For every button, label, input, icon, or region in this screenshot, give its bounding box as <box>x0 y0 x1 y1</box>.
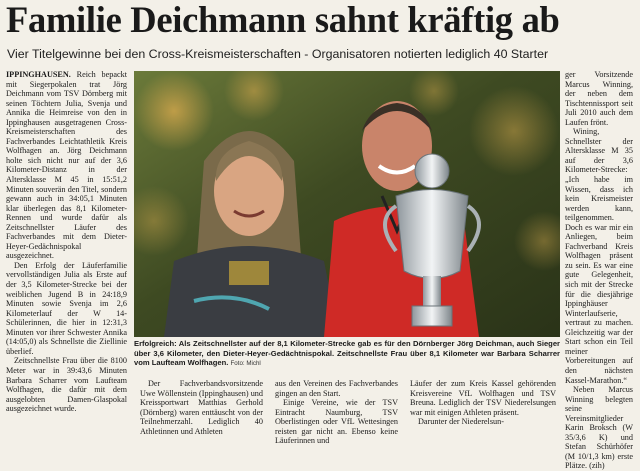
paragraph: Einige Vereine, wie der TSV Eintracht Naumburg, TSV Oberlistingen oder VfL Wettesingen reisten gar nicht an. Ebenso keine Läuferinnen und <box>275 398 398 446</box>
photo-caption <box>134 339 560 369</box>
paragraph: Der Fachverbandsvorsitzende Uwe Wöllenstein (Ippinghausen) und Kreissportwart Matthias Gerhold (Dörnberg) waren enttäuscht von der Teilnehmerzahl. Lediglich 40 Athletinnen und Athleten <box>140 379 263 436</box>
paragraph: ger Vorsitzende Marcus Winning, der neben dem Tischtennissport seit Juli 2010 auch dem Laufen frönt. <box>565 70 633 127</box>
paragraph: Zeitschnellste Frau über die 8100 Meter war in 39:43,6 Minuten Barbara Scharrer vom Laufteam Wolfhagen, die dafür mit dem ausgelobten Damen-Glaspokal ausgezeichnet wurde. <box>6 356 127 414</box>
article-column-bottom-c <box>410 379 556 427</box>
paragraph: Läufer der zum Kreis Kassel gehörenden Kreisvereine VfL Wolfhagen und TSV Breuna. Lediglich der TSV Niederelsungen war mit einigen Athleten präsent. <box>410 379 556 417</box>
photo-credit: Foto: Michl <box>230 360 261 368</box>
dateline: IPPINGHAUSEN. <box>6 70 71 79</box>
caption-text: Erfolgreich: Als Zeitschnellster auf der 8,1 Kilometer-Strecke gab es für den Dörnberger Jörg Deichman, auch Sieger über 3,6 Kilometer, den Dieter-Heyer-Gedächtnispokal. Zeitschnellste Frau über 8,1 Kilometer war Barbara Scharrer vom Laufteam Wolfhagen. <box>134 339 560 368</box>
headline: Familie Deichmann sahnt kräftig ab <box>6 0 560 40</box>
paragraph: Darunter der Niederelsun- <box>418 417 504 427</box>
paragraph <box>6 70 127 261</box>
article-column-right <box>565 70 633 471</box>
article-column-left <box>6 70 127 414</box>
paragraph-text: Reich bepackt mit Siegerpokalen trat Jörg Deichmann vom TSV Dörnberg mit seinen Töchtern Julia, Svenja und Annika die Heimreise von den in Ippinghausen ausgetragenen Cross-Kreismeisterschaften des Fachverbandes Leichtathletik Kreis Wolfhagen an. Jörg Deichmann holte sich nicht nur auf der 3,6 Kilometer-Distanz in der Altersklasse M 45 in 15:51,2 Minuten souverän den Titel, sondern gewann auch in 34:05,1 Minuten klar überlegen das 8,1 Kilometer-Rennen und wurde dafür als Zeitschnellster Läufer des Fachverbandes mit dem Dieter-Heyer-Gedächnispokal ausgezeichnet. <box>6 70 128 261</box>
article-photo <box>134 71 560 337</box>
article-column-bottom-a <box>140 379 263 436</box>
article-column-bottom-b <box>275 379 398 446</box>
paragraph: Neben Marcus Winning belegten seine Vereinsmitglieder Karin Broksch (W 35/3,6 K) und Stefan Schürhöfer (M 10/1,3 km) erste Plätze. (zih) <box>565 385 633 471</box>
subheadline: Vier Titelgewinne bei den Cross-Kreismeisterschaften - Organisatoren notierten lediglich 40 Starter <box>7 47 549 61</box>
paragraph: Wining, Schnellster der Altersklasse M 35 auf der 3,6 Kilometer-Strecke: „Ich habe im Wissen, dass ich kein Kreismeister werden kann, teilgenommen. Doch es war mir ein Anliegen, beim Fachverband Kreis Wolfhagen präsent zu sein. Es war eine gute Gelegenheit, sich mit der Strecke für die diesjährige Ippinghäuser Winterlaufserie, vertraut zu machen. Gleichzeitig war der Start schon ein Teil meiner Vorbereitungen auf den nächsten Kassel-Marathon.“ <box>565 127 633 385</box>
paragraph: aus den Vereinen des Fachverbandes gingen an den Start. <box>275 379 398 398</box>
paragraph: Den Erfolg der Läuferfamilie vervollständigen Julia als Erste auf der 3,5 Kilometer-Strecke bei der weiblichen Jugend B in 24:18,9 Minuten sowie Svenja im 2,6 Kilometerlauf der W 14-Schülerinnen, die hier in 12:31,3 Minuten vor ihrer Schwester Annika (14:05,0) als Schnellste die Ziellinie überlief. <box>6 260 127 356</box>
